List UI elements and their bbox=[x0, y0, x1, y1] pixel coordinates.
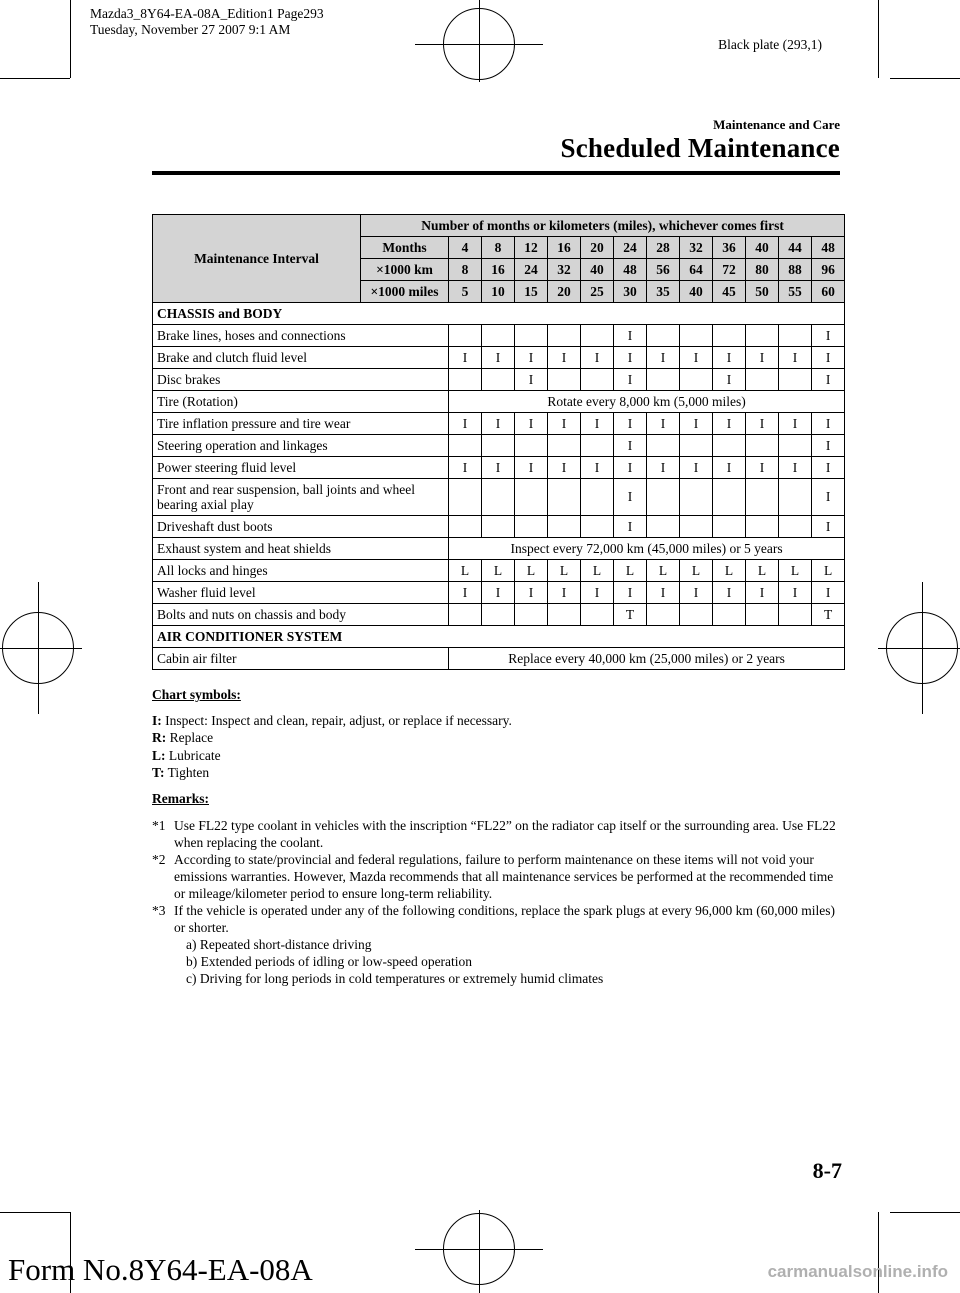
schedule-cell: I bbox=[779, 347, 812, 369]
scale-value: 35 bbox=[647, 281, 680, 303]
schedule-cell: I bbox=[482, 347, 515, 369]
remark-item bbox=[152, 817, 842, 851]
plate-label: Black plate (293,1) bbox=[718, 37, 822, 52]
schedule-cell: I bbox=[614, 457, 647, 479]
item-name: Steering operation and linkages bbox=[153, 435, 449, 457]
remark-condition: c) Driving for long periods in cold temperatures or extremely humid climates bbox=[186, 971, 604, 986]
schedule-cell bbox=[746, 369, 779, 391]
scale-value: 12 bbox=[515, 237, 548, 259]
scale-value: 15 bbox=[515, 281, 548, 303]
interval-note: Rotate every 8,000 km (5,000 miles) bbox=[449, 391, 845, 413]
schedule-cell bbox=[548, 516, 581, 538]
schedule-cell: I bbox=[482, 582, 515, 604]
table-row bbox=[153, 325, 845, 347]
item-name: Power steering fluid level bbox=[153, 457, 449, 479]
schedule-cell: I bbox=[680, 413, 713, 435]
scale-value: 45 bbox=[713, 281, 746, 303]
crop-mark bbox=[890, 78, 960, 79]
remark-text: If the vehicle is operated under any of the following conditions, replace the spark plugs at every 96,000 km (60,000 miles) or shorter. a) Repeated short-distance driving b) Extended periods of idling or low-speed operation c) Driving for long periods in cold temperatures or extremely humid climates bbox=[174, 902, 842, 987]
scale-value: 96 bbox=[812, 259, 845, 281]
crop-mark bbox=[0, 1212, 70, 1213]
remarks-list bbox=[152, 817, 842, 987]
schedule-cell bbox=[515, 604, 548, 626]
schedule-cell bbox=[581, 325, 614, 347]
schedule-cell: I bbox=[548, 347, 581, 369]
symbol-text: Inspect: Inspect and clean, repair, adjust, or replace if necessary. bbox=[161, 712, 512, 728]
remark-number: *3 bbox=[152, 903, 166, 918]
schedule-cell: I bbox=[779, 457, 812, 479]
schedule-cell: I bbox=[515, 457, 548, 479]
interval-label: Maintenance Interval bbox=[153, 215, 361, 303]
remark-number: *2 bbox=[152, 852, 166, 867]
schedule-cell bbox=[746, 604, 779, 626]
schedule-cell: I bbox=[647, 582, 680, 604]
schedule-cell bbox=[779, 479, 812, 516]
schedule-cell: I bbox=[680, 347, 713, 369]
schedule-cell: I bbox=[581, 347, 614, 369]
scale-value: 24 bbox=[614, 237, 647, 259]
schedule-cell: I bbox=[614, 325, 647, 347]
schedule-cell bbox=[449, 435, 482, 457]
schedule-cell: I bbox=[449, 347, 482, 369]
schedule-cell: L bbox=[746, 560, 779, 582]
scale-value: 56 bbox=[647, 259, 680, 281]
schedule-cell: L bbox=[581, 560, 614, 582]
schedule-cell bbox=[548, 479, 581, 516]
schedule-cell bbox=[548, 604, 581, 626]
print-meta bbox=[90, 6, 324, 38]
schedule-cell: L bbox=[680, 560, 713, 582]
registration-line bbox=[479, 0, 480, 82]
schedule-cell bbox=[581, 435, 614, 457]
schedule-cell bbox=[449, 369, 482, 391]
schedule-cell: L bbox=[812, 560, 845, 582]
item-name: Disc brakes bbox=[153, 369, 449, 391]
schedule-cell: I bbox=[614, 582, 647, 604]
scale-label: Months bbox=[361, 237, 449, 259]
schedule-cell: I bbox=[746, 582, 779, 604]
table-row bbox=[153, 369, 845, 391]
schedule-cell: I bbox=[581, 582, 614, 604]
section-heading: CHASSIS and BODY bbox=[153, 303, 845, 325]
schedule-cell bbox=[779, 369, 812, 391]
schedule-cell: I bbox=[614, 516, 647, 538]
schedule-cell bbox=[581, 604, 614, 626]
schedule-cell: I bbox=[812, 325, 845, 347]
schedule-cell: T bbox=[614, 604, 647, 626]
schedule-cell bbox=[449, 479, 482, 516]
table-row bbox=[153, 479, 845, 516]
schedule-cell: I bbox=[647, 457, 680, 479]
schedule-cell: I bbox=[482, 457, 515, 479]
schedule-cell bbox=[515, 435, 548, 457]
schedule-cell bbox=[746, 479, 779, 516]
scale-value: 30 bbox=[614, 281, 647, 303]
schedule-cell: I bbox=[812, 457, 845, 479]
scale-value: 10 bbox=[482, 281, 515, 303]
symbol-key: R: bbox=[152, 730, 167, 745]
item-name: Bolts and nuts on chassis and body bbox=[153, 604, 449, 626]
schedule-cell: I bbox=[548, 582, 581, 604]
crop-mark bbox=[878, 0, 879, 78]
crop-mark bbox=[890, 1212, 960, 1213]
schedule-cell: I bbox=[581, 413, 614, 435]
registration-line bbox=[0, 648, 82, 649]
scale-value: 5 bbox=[449, 281, 482, 303]
table-body bbox=[153, 215, 845, 670]
schedule-cell: L bbox=[647, 560, 680, 582]
symbol-item bbox=[152, 729, 842, 747]
symbol-text: Tighten bbox=[164, 765, 210, 780]
title-rule bbox=[152, 171, 840, 175]
registration-line bbox=[479, 1210, 480, 1293]
form-number: Form No.8Y64-EA-08A bbox=[8, 1252, 313, 1287]
schedule-cell: I bbox=[515, 413, 548, 435]
scale-value: 20 bbox=[548, 281, 581, 303]
schedule-cell bbox=[779, 604, 812, 626]
schedule-cell bbox=[680, 604, 713, 626]
item-name: Tire (Rotation) bbox=[153, 391, 449, 413]
schedule-cell: I bbox=[746, 413, 779, 435]
symbol-item bbox=[152, 712, 842, 730]
schedule-cell bbox=[647, 604, 680, 626]
symbol-text: Lubricate bbox=[165, 747, 221, 763]
schedule-cell bbox=[647, 325, 680, 347]
schedule-cell bbox=[581, 516, 614, 538]
schedule-cell bbox=[647, 435, 680, 457]
scale-label: ×1000 km bbox=[361, 259, 449, 281]
table-row bbox=[153, 347, 845, 369]
schedule-cell bbox=[548, 369, 581, 391]
schedule-cell bbox=[647, 479, 680, 516]
scale-value: 64 bbox=[680, 259, 713, 281]
schedule-cell: L bbox=[779, 560, 812, 582]
schedule-cell bbox=[680, 479, 713, 516]
schedule-cell bbox=[680, 369, 713, 391]
schedule-cell: I bbox=[449, 413, 482, 435]
schedule-cell bbox=[515, 325, 548, 347]
schedule-cell: I bbox=[746, 347, 779, 369]
scale-value: 20 bbox=[581, 237, 614, 259]
remarks bbox=[152, 790, 842, 987]
interval-span-label: Number of months or kilometers (miles), whichever comes first bbox=[361, 215, 845, 237]
scale-value: 50 bbox=[746, 281, 779, 303]
schedule-cell: T bbox=[812, 604, 845, 626]
schedule-cell bbox=[779, 435, 812, 457]
schedule-cell: I bbox=[515, 369, 548, 391]
section-heading: AIR CONDITIONER SYSTEM bbox=[153, 626, 845, 648]
scale-value: 88 bbox=[779, 259, 812, 281]
schedule-cell: I bbox=[713, 347, 746, 369]
schedule-cell: I bbox=[812, 516, 845, 538]
symbols-heading: Chart symbols: bbox=[152, 687, 241, 702]
scale-value: 60 bbox=[812, 281, 845, 303]
scale-value: 32 bbox=[548, 259, 581, 281]
schedule-cell bbox=[713, 435, 746, 457]
symbol-item bbox=[152, 764, 842, 782]
registration-line bbox=[38, 582, 39, 714]
page-number: 8-7 bbox=[812, 1158, 842, 1183]
item-name: Front and rear suspension, ball joints and wheel bearing axial play bbox=[153, 479, 449, 516]
table-header-row bbox=[153, 215, 845, 237]
schedule-cell bbox=[647, 516, 680, 538]
schedule-cell bbox=[482, 604, 515, 626]
scale-value: 44 bbox=[779, 237, 812, 259]
remark-number: *1 bbox=[152, 818, 166, 833]
schedule-cell bbox=[515, 479, 548, 516]
maintenance-schedule-table bbox=[152, 214, 845, 670]
schedule-cell bbox=[548, 435, 581, 457]
schedule-cell bbox=[515, 516, 548, 538]
item-name: Brake and clutch fluid level bbox=[153, 347, 449, 369]
scale-value: 55 bbox=[779, 281, 812, 303]
scale-value: 16 bbox=[482, 259, 515, 281]
schedule-cell: I bbox=[614, 435, 647, 457]
interval-note: Inspect every 72,000 km (45,000 miles) or 5 years bbox=[449, 538, 845, 560]
schedule-cell bbox=[680, 435, 713, 457]
item-name: Tire inflation pressure and tire wear bbox=[153, 413, 449, 435]
section-row bbox=[153, 303, 845, 325]
item-name: Driveshaft dust boots bbox=[153, 516, 449, 538]
schedule-cell: I bbox=[614, 479, 647, 516]
schedule-cell: I bbox=[515, 347, 548, 369]
registration-line bbox=[922, 582, 923, 714]
schedule-cell: I bbox=[779, 582, 812, 604]
schedule-cell bbox=[647, 369, 680, 391]
schedule-cell bbox=[713, 325, 746, 347]
schedule-cell: I bbox=[812, 479, 845, 516]
scale-value: 40 bbox=[680, 281, 713, 303]
schedule-cell: I bbox=[548, 457, 581, 479]
symbol-key: I: bbox=[152, 712, 162, 728]
remark-item bbox=[152, 902, 842, 987]
schedule-cell: I bbox=[713, 457, 746, 479]
interval-note: Replace every 40,000 km (25,000 miles) or 2 years bbox=[449, 648, 845, 670]
schedule-cell: I bbox=[812, 369, 845, 391]
remark-condition: b) Extended periods of idling or low-speed operation bbox=[186, 954, 473, 969]
schedule-cell bbox=[680, 325, 713, 347]
schedule-cell bbox=[482, 369, 515, 391]
table-row bbox=[153, 582, 845, 604]
schedule-cell bbox=[680, 516, 713, 538]
scale-value: 16 bbox=[548, 237, 581, 259]
schedule-cell: I bbox=[713, 413, 746, 435]
schedule-cell bbox=[548, 325, 581, 347]
schedule-cell bbox=[449, 325, 482, 347]
scale-value: 72 bbox=[713, 259, 746, 281]
remark-item bbox=[152, 851, 842, 902]
section-row bbox=[153, 626, 845, 648]
schedule-cell: I bbox=[746, 457, 779, 479]
schedule-cell bbox=[482, 435, 515, 457]
item-name: Cabin air filter bbox=[153, 648, 449, 670]
table-row bbox=[153, 604, 845, 626]
schedule-cell: I bbox=[680, 457, 713, 479]
schedule-cell: I bbox=[515, 582, 548, 604]
schedule-cell: I bbox=[614, 369, 647, 391]
section-category: Maintenance and Care bbox=[713, 117, 840, 132]
scale-value: 24 bbox=[515, 259, 548, 281]
schedule-cell bbox=[713, 479, 746, 516]
schedule-cell: I bbox=[647, 347, 680, 369]
remarks-heading: Remarks: bbox=[152, 791, 209, 806]
schedule-cell bbox=[746, 325, 779, 347]
table-row bbox=[153, 516, 845, 538]
schedule-cell bbox=[482, 479, 515, 516]
schedule-cell: I bbox=[812, 347, 845, 369]
remark-text: According to state/provincial and federal regulations, failure to perform maintenance on these items will not void your emissions warranties. However, Mazda recommends that all maintenance services be performed at the recommended time or mileage/kilometer period to ensure long-term reliability. bbox=[174, 852, 834, 901]
chart-symbols bbox=[152, 686, 842, 782]
table-row bbox=[153, 435, 845, 457]
schedule-cell bbox=[482, 325, 515, 347]
schedule-cell: L bbox=[515, 560, 548, 582]
scale-value: 8 bbox=[449, 259, 482, 281]
scale-value: 48 bbox=[812, 237, 845, 259]
scale-value: 80 bbox=[746, 259, 779, 281]
scale-label: ×1000 miles bbox=[361, 281, 449, 303]
schedule-cell: I bbox=[548, 413, 581, 435]
watermark: carmanualsonline.info bbox=[767, 1262, 948, 1281]
schedule-cell: I bbox=[713, 369, 746, 391]
schedule-cell bbox=[449, 516, 482, 538]
crop-mark bbox=[70, 0, 71, 78]
item-name: Exhaust system and heat shields bbox=[153, 538, 449, 560]
symbol-key: T: bbox=[152, 765, 165, 780]
registration-line bbox=[878, 648, 960, 649]
schedule-cell: L bbox=[614, 560, 647, 582]
schedule-cell: L bbox=[482, 560, 515, 582]
scale-value: 40 bbox=[581, 259, 614, 281]
schedule-cell: I bbox=[812, 582, 845, 604]
schedule-cell: I bbox=[680, 582, 713, 604]
schedule-cell: I bbox=[812, 435, 845, 457]
table-row bbox=[153, 648, 845, 670]
symbols-list bbox=[152, 712, 842, 782]
schedule-cell bbox=[779, 325, 812, 347]
scale-value: 36 bbox=[713, 237, 746, 259]
schedule-cell bbox=[482, 516, 515, 538]
scale-value: 32 bbox=[680, 237, 713, 259]
schedule-cell: I bbox=[812, 413, 845, 435]
schedule-cell: I bbox=[779, 413, 812, 435]
schedule-cell: I bbox=[449, 457, 482, 479]
schedule-cell bbox=[713, 516, 746, 538]
schedule-cell bbox=[581, 479, 614, 516]
schedule-cell: I bbox=[614, 413, 647, 435]
remark-condition: a) Repeated short-distance driving bbox=[186, 937, 372, 952]
crop-mark bbox=[0, 78, 70, 79]
item-name: Washer fluid level bbox=[153, 582, 449, 604]
scale-value: 40 bbox=[746, 237, 779, 259]
item-name: All locks and hinges bbox=[153, 560, 449, 582]
schedule-cell: I bbox=[449, 582, 482, 604]
table-row bbox=[153, 413, 845, 435]
table-row bbox=[153, 457, 845, 479]
scale-value: 8 bbox=[482, 237, 515, 259]
page-title: Scheduled Maintenance bbox=[560, 133, 840, 163]
symbol-key: L: bbox=[152, 747, 166, 763]
schedule-cell: I bbox=[713, 582, 746, 604]
scale-value: 48 bbox=[614, 259, 647, 281]
table-row bbox=[153, 391, 845, 413]
schedule-cell: I bbox=[647, 413, 680, 435]
table-row bbox=[153, 538, 845, 560]
schedule-cell bbox=[581, 369, 614, 391]
date-line: Tuesday, November 27 2007 9:1 AM bbox=[90, 22, 291, 37]
file-line: Mazda3_8Y64-EA-08A_Edition1 Page293 bbox=[90, 6, 324, 21]
scale-value: 25 bbox=[581, 281, 614, 303]
schedule-cell bbox=[746, 435, 779, 457]
schedule-cell: I bbox=[581, 457, 614, 479]
symbol-text: Replace bbox=[166, 730, 214, 745]
scale-value: 4 bbox=[449, 237, 482, 259]
schedule-cell bbox=[779, 516, 812, 538]
schedule-cell: I bbox=[614, 347, 647, 369]
symbol-item bbox=[152, 747, 842, 765]
remark-text: Use FL22 type coolant in vehicles with the inscription “FL22” on the radiator cap itself or the surrounding area. Use FL22 when replacing the coolant. bbox=[174, 818, 836, 850]
schedule-cell: L bbox=[449, 560, 482, 582]
schedule-cell: L bbox=[713, 560, 746, 582]
schedule-cell bbox=[713, 604, 746, 626]
item-name: Brake lines, hoses and connections bbox=[153, 325, 449, 347]
schedule-cell: I bbox=[482, 413, 515, 435]
schedule-cell: L bbox=[548, 560, 581, 582]
schedule-cell bbox=[746, 516, 779, 538]
table-row bbox=[153, 560, 845, 582]
scale-value: 28 bbox=[647, 237, 680, 259]
schedule-cell bbox=[449, 604, 482, 626]
